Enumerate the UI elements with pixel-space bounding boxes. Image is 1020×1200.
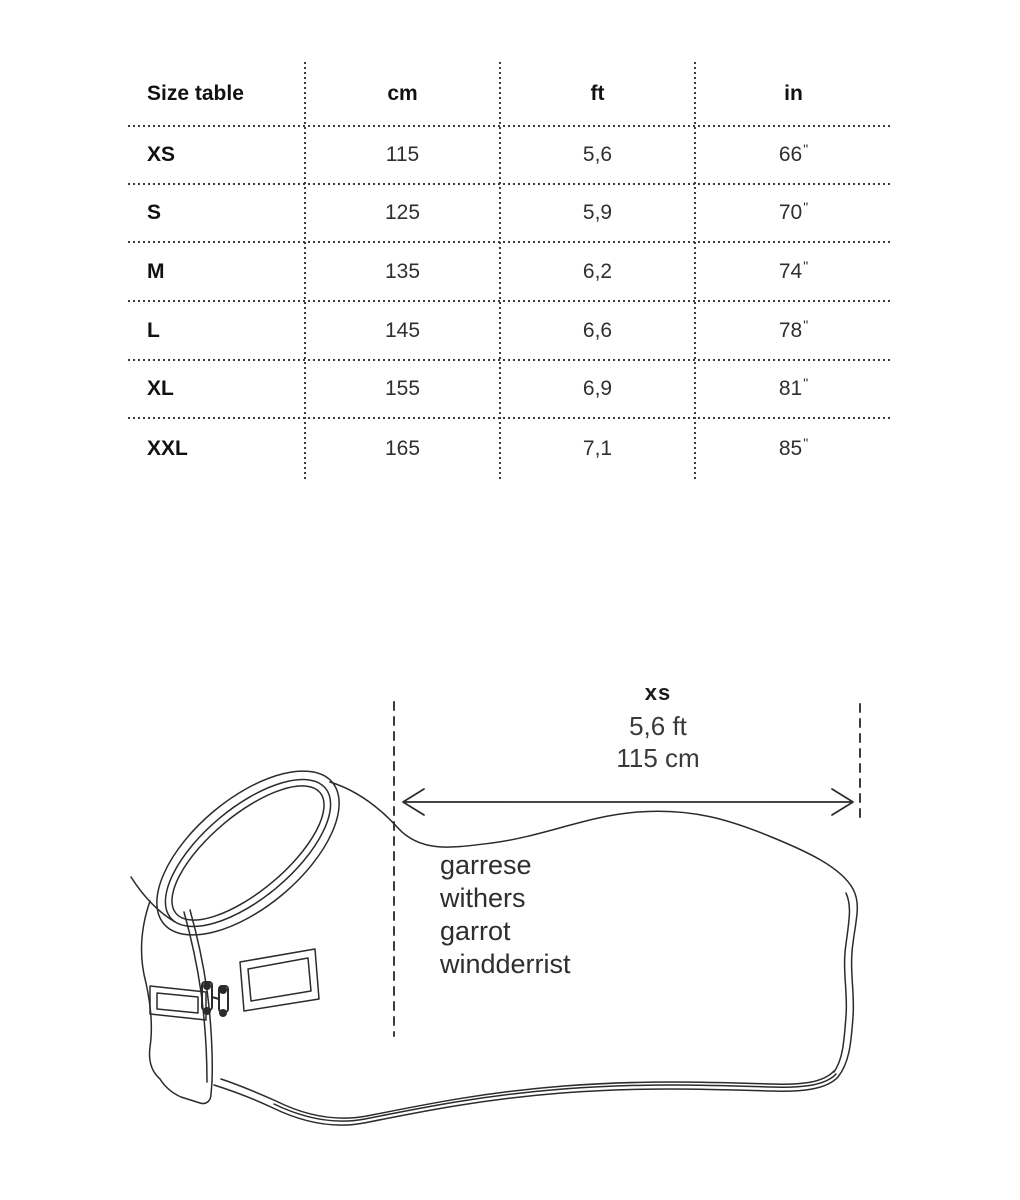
shoulder-seam bbox=[131, 877, 175, 922]
cell-in: 74" bbox=[778, 257, 809, 283]
measurement-labels bbox=[430, 680, 886, 774]
cell-ft: 6,2 bbox=[582, 259, 613, 283]
cell-ft: 6,6 bbox=[582, 318, 613, 342]
cell-ft: 5,6 bbox=[582, 143, 613, 166]
withers-terms bbox=[440, 849, 571, 981]
inch-mark: " bbox=[803, 257, 809, 274]
neck-opening bbox=[129, 741, 367, 965]
cell-in: 81" bbox=[778, 375, 809, 400]
cell-size: XS bbox=[147, 143, 176, 166]
cell-size: XL bbox=[147, 377, 174, 400]
bottom-binding-line bbox=[221, 1071, 834, 1118]
cell-in: 66" bbox=[778, 141, 809, 166]
term-garrot: garrot bbox=[440, 916, 511, 946]
cell-cm: 165 bbox=[384, 437, 421, 460]
buckle-clips bbox=[202, 982, 228, 1016]
cell-ft: 5,9 bbox=[582, 201, 613, 224]
bottom-binding-line bbox=[274, 1074, 836, 1121]
header-size-table: Size table bbox=[147, 81, 244, 105]
measure-arrow bbox=[403, 789, 853, 815]
cell-cm: 125 bbox=[384, 201, 421, 224]
table-row-xl bbox=[128, 361, 892, 417]
inch-mark: " bbox=[803, 375, 809, 391]
term-garrese: garrese bbox=[440, 850, 532, 880]
table-row-l bbox=[128, 302, 892, 359]
header-in: in bbox=[784, 81, 803, 105]
cell-cm: 155 bbox=[384, 377, 421, 400]
cell-cm: 145 bbox=[384, 318, 421, 342]
chest-front-edge bbox=[141, 901, 212, 1104]
rear-binding-line bbox=[834, 893, 849, 1072]
inch-mark: " bbox=[803, 316, 809, 333]
table-row-xxl bbox=[128, 419, 892, 479]
chest-closure-line bbox=[190, 910, 212, 1082]
diagram-ft-label: 5,6 ft bbox=[629, 711, 687, 741]
cell-in: 78" bbox=[778, 316, 809, 342]
cell-size: XXL bbox=[147, 437, 188, 460]
cell-size: S bbox=[147, 201, 162, 224]
cell-size: L bbox=[147, 318, 160, 342]
cell-cm: 135 bbox=[384, 259, 421, 283]
cell-in: 85" bbox=[778, 435, 809, 460]
inch-mark: " bbox=[803, 199, 809, 215]
term-windderrist: windderrist bbox=[440, 949, 571, 979]
header-ft: ft bbox=[590, 81, 605, 105]
chest-straps bbox=[150, 949, 319, 1020]
term-withers: withers bbox=[440, 883, 526, 913]
cell-cm: 115 bbox=[385, 143, 420, 166]
cell-size: M bbox=[147, 259, 165, 283]
table-row-xs bbox=[128, 127, 892, 183]
chest-closure-line bbox=[184, 912, 207, 1082]
inch-mark: " bbox=[803, 435, 809, 451]
cell-ft: 6,9 bbox=[582, 377, 613, 400]
inch-mark: " bbox=[803, 141, 809, 157]
cell-in: 70" bbox=[778, 199, 809, 224]
header-cm: cm bbox=[387, 81, 418, 105]
cell-ft: 7,1 bbox=[582, 437, 613, 460]
table-row-s bbox=[128, 185, 892, 241]
table-row-m bbox=[128, 243, 892, 300]
diagram-cm-label: 115 cm bbox=[616, 743, 700, 773]
table-header-row bbox=[128, 62, 892, 125]
diagram-size-label: xs bbox=[644, 680, 672, 705]
